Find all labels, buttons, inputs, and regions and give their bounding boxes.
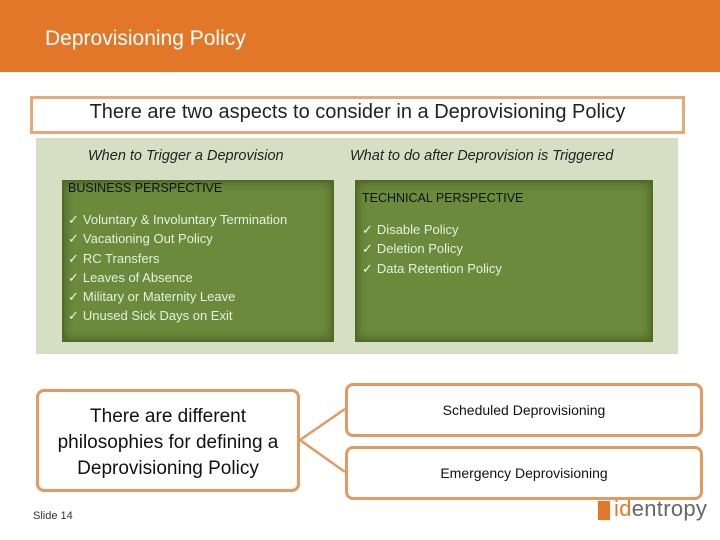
logo-mark: [598, 501, 610, 520]
list-item: ✓ Disable Policy: [362, 222, 459, 237]
slide-number: Slide 14: [33, 510, 73, 522]
check-icon: ✓: [68, 308, 79, 324]
list-item: ✓ Military or Maternity Leave: [68, 289, 236, 305]
list-item: ✓ Vacationing Out Policy: [68, 231, 213, 247]
list-item: ✓ Data Retention Policy: [362, 260, 502, 276]
check-icon: ✓: [68, 269, 79, 285]
right-column-label: What to do after Deprovision is Triggered: [350, 148, 614, 164]
list-item: ✓ Deletion Policy: [362, 241, 463, 257]
left-column-label: When to Trigger a Deprovision: [88, 148, 284, 164]
list-item: ✓ RC Transfers: [68, 250, 160, 266]
intro-text: There are two aspects to consider in a Deprovisioning Policy: [89, 101, 626, 123]
list-item: ✓ Leaves of Absence: [68, 269, 193, 285]
check-icon: ✓: [362, 260, 373, 276]
check-icon: ✓: [362, 241, 373, 257]
scheduled-deprovisioning-label: Scheduled Deprovisioning: [442, 402, 606, 418]
check-icon: ✓: [68, 250, 79, 266]
philosophy-text: There are different philosophies for defining a Deprovisioning Policy: [57, 406, 279, 479]
company-logo: identropy: [614, 496, 708, 521]
slide-title: Deprovisioning Policy: [45, 27, 246, 50]
check-icon: ✓: [68, 212, 79, 227]
check-icon: ✓: [362, 222, 373, 237]
technical-heading: TECHNICAL PERSPECTIVE: [362, 191, 524, 205]
check-icon: ✓: [68, 231, 79, 247]
list-item: ✓ Unused Sick Days on Exit: [68, 308, 233, 324]
business-heading: BUSINESS PERSPECTIVE: [68, 181, 223, 195]
emergency-deprovisioning-label: Emergency Deprovisioning: [440, 465, 608, 481]
check-icon: ✓: [68, 289, 79, 305]
list-item: ✓ Voluntary & Involuntary Termination: [68, 212, 288, 227]
